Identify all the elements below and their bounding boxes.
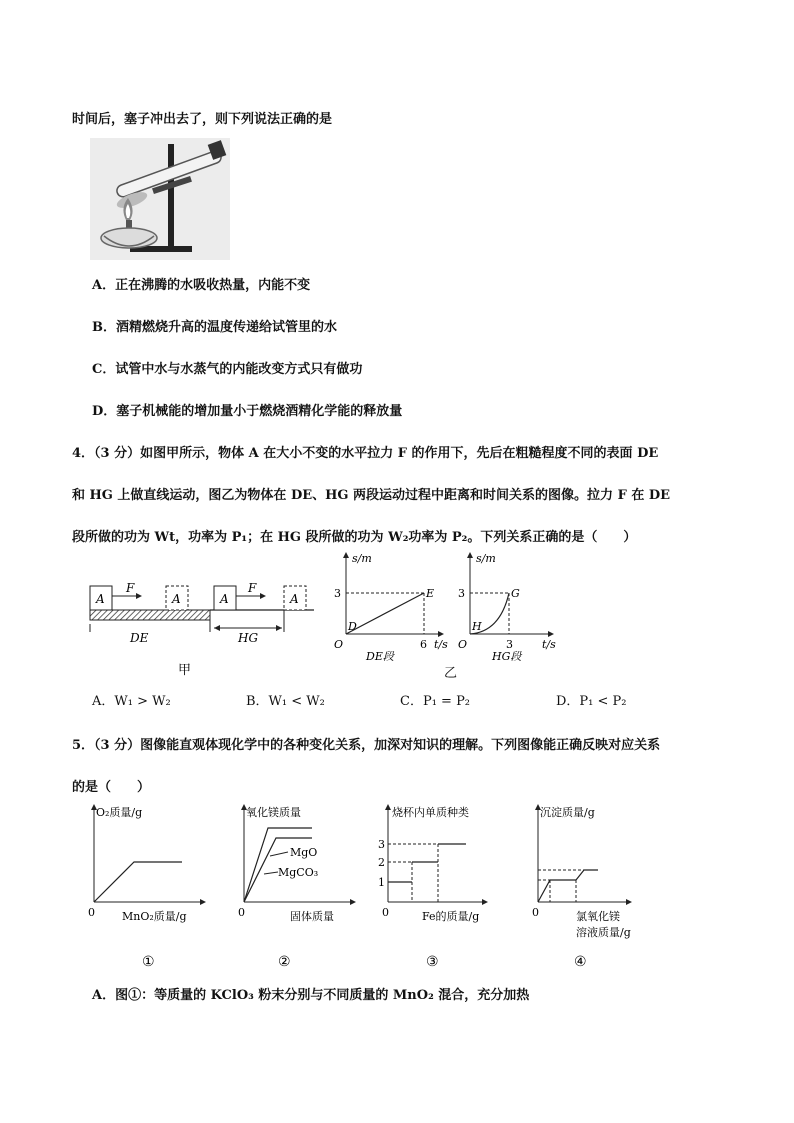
chem-graph-4 xyxy=(526,800,656,970)
graph-hg-xlabel: t/s xyxy=(542,638,556,651)
graph-de-origin: O xyxy=(334,638,344,651)
graph-hg-caption: HG段 xyxy=(492,650,522,662)
q5-option-a: A．图①：等质量的 KClO₃ 粉末分别与不同质量的 MnO₂ 混合，充分加热 xyxy=(92,988,530,1003)
chem-graph-4-origin: 0 xyxy=(532,906,539,919)
chem-graph-1-line xyxy=(94,862,182,902)
chem-graph-3-ytick-1: 1 xyxy=(378,876,385,889)
chem-graph-2-series-1: MgO xyxy=(290,846,318,859)
q3-option-b: B．酒精燃烧升高的温度传递给试管里的水 xyxy=(92,320,337,335)
q4-choice-b: B．W₁ < W₂ xyxy=(246,694,325,709)
q3-option-a: A．正在沸腾的水吸收热量，内能不变 xyxy=(92,278,311,293)
chem-graph-1-ylabel: O₂质量/g xyxy=(96,806,143,819)
chem-graph-1 xyxy=(82,800,212,970)
block-label-2: A xyxy=(172,592,181,606)
q4-stem-line3: 段所做的功为 Wt，功率为 P₁；在 HG 段所做的功为 W₂功率为 P₂。下列关系正确的是（ ） xyxy=(72,530,637,545)
q3-stem-tail: 时间后，塞子冲出去了，则下列说法正确的是 xyxy=(72,112,333,127)
q3-option-c: C．试管中水与水蒸气的内能改变方式只有做功 xyxy=(92,362,363,377)
chem-graph-4-xlabel-2: 溶液质量/g xyxy=(576,926,631,939)
q4-stem-line2: 和 HG 上做直线运动，图乙为物体在 DE、HG 两段运动过程中距离和时间关系的图像。拉力 F 在 DE xyxy=(72,488,671,503)
graph-de-end: E xyxy=(426,587,435,600)
block-label-1: A xyxy=(96,592,105,606)
segment-de-label: DE xyxy=(130,631,149,645)
graph-de-ytick: 3 xyxy=(334,587,341,600)
chem-graph-3-ytick-2: 2 xyxy=(378,856,385,869)
graph-de-line xyxy=(346,593,424,634)
chem-graph-1-origin: 0 xyxy=(88,906,95,919)
chem-graph-3-ytick-3: 3 xyxy=(378,838,385,851)
graph-de-ylabel: s/m xyxy=(352,552,372,565)
q5-stem-line2: 的是（ ） xyxy=(72,780,151,795)
q4-stem-line1: 4．（3 分）如图甲所示，物体 A 在大小不变的水平拉力 F 的作用下，先后在粗糙程度不同的表面 DE xyxy=(72,446,659,461)
graph-hg-origin: O xyxy=(458,638,468,651)
block-label-4: A xyxy=(290,592,299,606)
graph-de-xtick: 6 xyxy=(420,638,427,651)
chem-graph-2-num: ② xyxy=(278,954,291,970)
chem-graph-3-ylabel: 烧杯内单质种类 xyxy=(392,806,469,819)
force-label-1: F xyxy=(126,581,135,595)
graph-de-caption: DE段 xyxy=(366,650,394,662)
q4-choice-d: D．P₁ < P₂ xyxy=(556,694,627,709)
chem-graph-2-line-mgo xyxy=(244,828,312,902)
chem-graph-1-xlabel: MnO₂质量/g xyxy=(122,910,187,923)
graph-hg-ylabel: s/m xyxy=(476,552,496,565)
apparatus-illustration xyxy=(90,138,230,260)
figure-jia xyxy=(86,580,322,680)
figure-yi-caption: 乙 xyxy=(444,666,458,681)
chem-graph-2-ylabel: 氧化镁质量 xyxy=(246,806,301,819)
chem-graph-4-line xyxy=(538,870,598,902)
force-label-2: F xyxy=(248,581,257,595)
graph-de xyxy=(332,550,456,662)
chem-graph-4-ylabel: 沉淀质量/g xyxy=(540,806,595,819)
chem-graph-3-origin: 0 xyxy=(382,906,389,919)
figure-jia-caption: 甲 xyxy=(178,663,192,678)
chem-graph-3 xyxy=(374,800,504,970)
chem-graph-3-num: ③ xyxy=(426,954,439,970)
chem-graph-2-xlabel: 固体质量 xyxy=(290,910,334,923)
graph-hg-ytick: 3 xyxy=(458,587,465,600)
chem-graph-2-origin: 0 xyxy=(238,906,245,919)
graph-de-xlabel: t/s xyxy=(434,638,448,651)
q3-option-d: D．塞子机械能的增加量小于燃烧酒精化学能的释放量 xyxy=(92,404,403,419)
chem-graph-2 xyxy=(232,800,362,970)
chem-graph-2-series-2: MgCO₃ xyxy=(278,866,319,879)
q4-choice-c: C．P₁ = P₂ xyxy=(400,694,471,709)
graph-de-start: D xyxy=(348,620,357,633)
graph-hg xyxy=(456,550,566,662)
chem-graph-4-xlabel-1: 氯氧化镁 xyxy=(576,910,620,923)
q5-stem-line1: 5．（3 分）图像能直观体现化学中的各种变化关系，加深对知识的理解。下列图像能正确反映对应关系 xyxy=(72,738,661,753)
graph-hg-start: H xyxy=(472,620,482,633)
block-label-3: A xyxy=(220,592,229,606)
q4-choice-a: A．W₁ > W₂ xyxy=(92,694,171,709)
chem-graph-3-xlabel: Fe的质量/g xyxy=(422,910,480,923)
chem-graph-4-num: ④ xyxy=(574,954,587,970)
segment-hg-label: HG xyxy=(238,631,259,645)
graph-hg-end: G xyxy=(511,587,520,600)
graph-hg-xtick: 3 xyxy=(506,638,513,651)
chem-graph-1-num: ① xyxy=(142,954,155,970)
